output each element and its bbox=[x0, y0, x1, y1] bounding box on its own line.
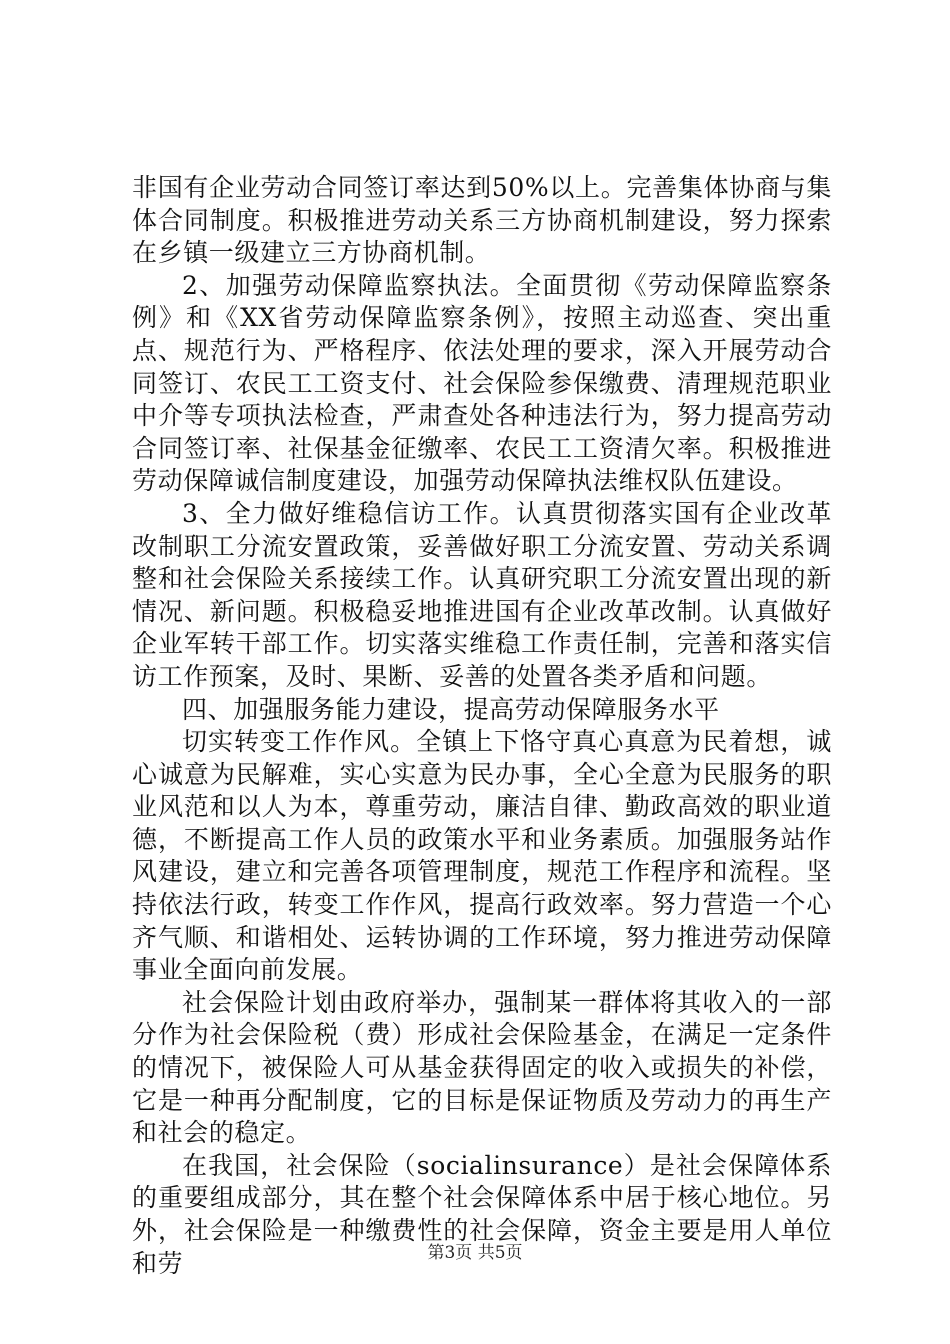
page-number-footer: 第3页 共5页 bbox=[427, 1243, 523, 1263]
paragraph-work-style: 切实转变工作作风。全镇上下恪守真心真意为民着想，诚心诚意为民解难，实心实意为民办事，全心全意为民服务的职业风范和以人为本，尊重劳动，廉洁自律、勤政高效的职业道德，不断提高工作人员的政策水平和业务素质。加强服务站作风建设，建立和完善各项管理制度，规范工作程序和流程。坚持依法行政，转变工作作风，提高行政效率。努力营造一个心齐气顺、和谐相处、运转协调的工作环境，努力推进劳动保障事业全面向前发展。 bbox=[132, 727, 832, 985]
section-heading-service-capacity: 四、加强服务能力建设，提高劳动保障服务水平 bbox=[182, 694, 720, 724]
paragraph-social-insurance-plan: 社会保险计划由政府举办，强制某一群体将其收入的一部分作为社会保险税（费）形成社会保险基金，在满足一定条件的情况下，被保险人可从基金获得固定的收入或损失的补偿，它是一种再分配制度，它的目标是保证物质及劳动力的再生产和社会的稳定。 bbox=[132, 987, 832, 1148]
paragraph-social-insurance-china: 在我国，社会保险（socialinsurance）是社会保障体系的重要组成部分，其在整个社会保障体系中居于核心地位。另外，社会保险是一种缴费性的社会保障，资金主要是用人单位和劳 bbox=[132, 1150, 832, 1278]
paragraph-continuation: 非国有企业劳动合同签订率达到50%以上。完善集体协商与集体合同制度。积极推进劳动关系三方协商机制建设，努力探索在乡镇一级建立三方协商机制。 bbox=[132, 173, 832, 268]
paragraph-labor-inspection: 2、加强劳动保障监察执法。全面贯彻《劳动保障监察条例》和《XX省劳动保障监察条例》，按照主动巡查、突出重点、规范行为、严格程序、依法处理的要求，深入开展劳动合同签订、农民工工资支付、社会保险参保缴费、清理规范职业中介等专项执法检查，严肃查处各种违法行为，努力提高劳动合同签订率、社保基金征缴率、农民工工资清欠率。积极推进劳动保障诚信制度建设，加强劳动保障执法维权队伍建设。 bbox=[132, 270, 832, 496]
document-body bbox=[132, 172, 832, 1280]
paragraph-stability-petition: 3、全力做好维稳信访工作。认真贯彻落实国有企业改革改制职工分流安置政策，妥善做好职工分流安置、劳动关系调整和社会保险关系接续工作。认真研究职工分流安置出现的新情况、新问题。积极稳妥地推进国有企业改革改制。认真做好企业军转干部工作。切实落实维稳工作责任制，完善和落实信访工作预案，及时、果断、妥善的处置各类矛盾和问题。 bbox=[132, 498, 832, 691]
